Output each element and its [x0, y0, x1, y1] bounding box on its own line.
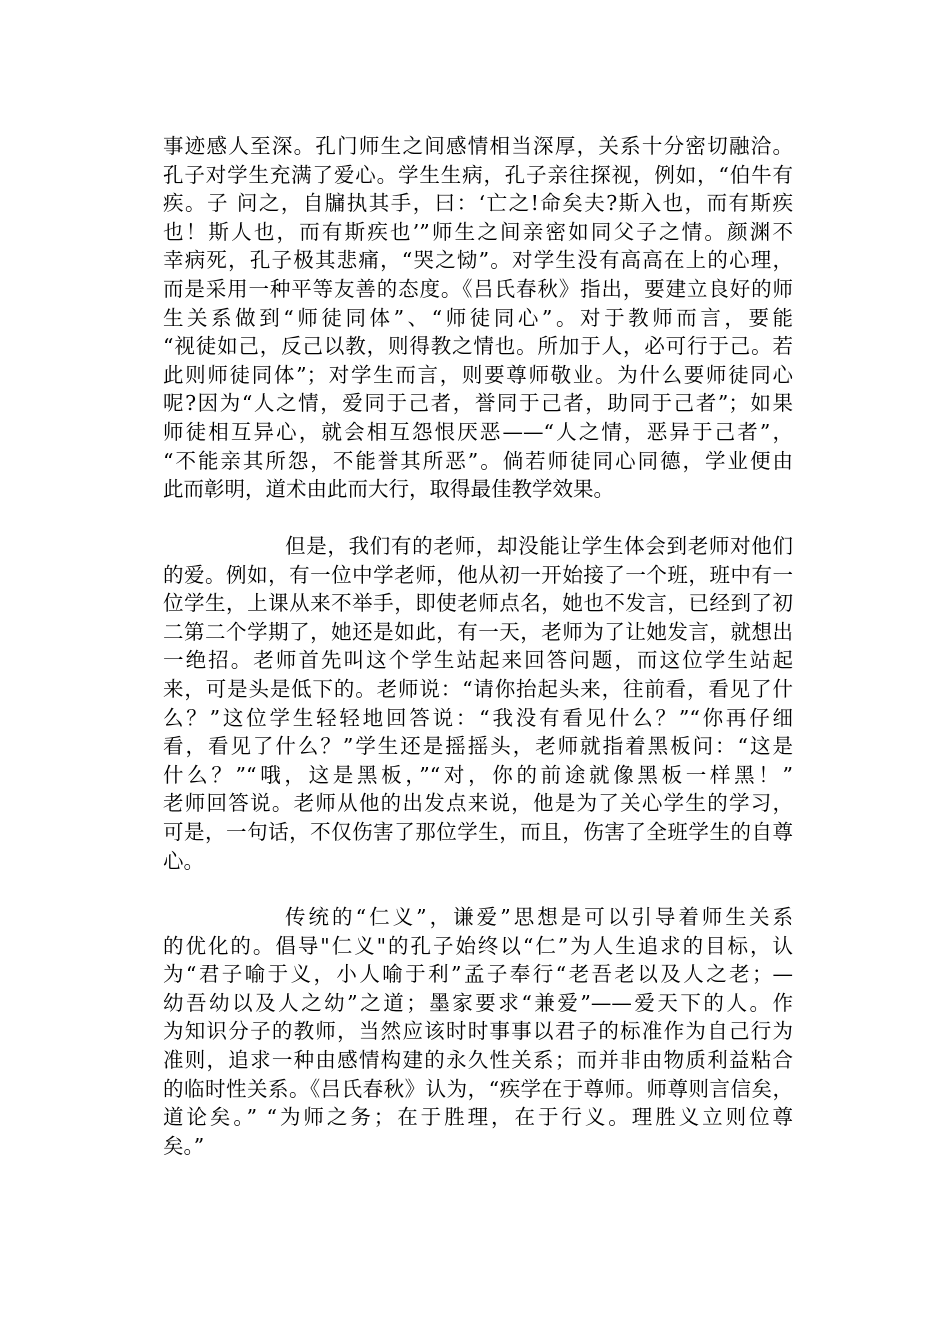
paragraph-line: 心。 [163, 848, 204, 873]
paragraph-line: 看，看见了什么？”学生还是摇摇头，老师就指着黑板问：“这是 [163, 734, 793, 759]
paragraph-line: 传统的“仁义”，谦爱”思想是可以引导着师生关系 [285, 905, 793, 929]
paragraph-line: 此而彰明，道术由此而大行，取得最佳教学效果。 [163, 477, 614, 502]
paragraph-line: 什么？”“哦，这是黑板，”“对，你的前途就像黑板一样黑！” [163, 762, 793, 787]
paragraph-line: 的爱。例如，有一位中学老师，他从初一开始接了一个班，班中有一 [163, 562, 793, 587]
paragraph-line: 也！斯人也，而有斯疾也’”师生之间亲密如同父子之情。颜渊不 [163, 219, 793, 244]
paragraph-line: 道论矣。” “为师之务；在于胜理，在于行义。理胜义立则位尊 [163, 1105, 793, 1130]
paragraph-line: 为“君子喻于义，小人喻于利”孟子奉行“老吾老以及人之老；— [163, 962, 793, 987]
paragraph-line: 疾。子 问之，自牖执其手，曰：‘亡之!命矣夫?斯入也，而有斯疾 [163, 191, 793, 216]
paragraph-line: 但是，我们有的老师，却没能让学生体会到老师对他们 [285, 534, 793, 558]
paragraph-line: 呢?因为“人之情，爱同于己者，誉同于己者，助同于己者”；如果 [163, 391, 793, 416]
paragraph-line: 矣。” [163, 1133, 205, 1158]
paragraph-line: 位学生，上课从来不举手，即使老师点名，她也不发言，已经到了初 [163, 591, 793, 616]
paragraph-line: 师徒相互异心，就会相互怨恨厌恶——“人之情，恶异于己者”， [163, 419, 793, 444]
paragraph-line: 的优化的。倡导"仁义"的孔子始终以“仁”为人生追求的目标，认 [163, 933, 793, 958]
paragraph-line: 而是采用一种平等友善的态度。《吕氏春秋》指出，要建立良好的师 [163, 276, 793, 301]
paragraph-3 [163, 903, 793, 1160]
paragraph-line: 为知识分子的教师，当然应该时时事事以君子的标准作为自己行为 [163, 1019, 793, 1044]
paragraph-line: 的临时性关系。《吕氏春秋》认为，“疾学在于尊师。师尊则言信矣， [163, 1076, 793, 1101]
paragraph-line: 一绝招。老师首先叫这个学生站起来回答问题，而这位学生站起 [163, 648, 793, 673]
paragraph-line: 幼吾幼以及人之幼”之道；墨家要求“兼爱”——爱天下的人。作 [163, 990, 793, 1015]
paragraph-line: “不能亲其所怨，不能誉其所恶”。倘若师徒同心同德，学业便由 [163, 448, 793, 473]
paragraph-2 [163, 532, 793, 875]
paragraph-1 [163, 132, 793, 504]
paragraph-line: 来，可是头是低下的。老师说：“请你抬起头来，往前看，看见了什 [163, 676, 793, 701]
paragraph-line: 此则师徒同体”；对学生而言，则要尊师敬业。为什么要师徒同心 [163, 362, 793, 387]
paragraph-line: 可是，一句话，不仅伤害了那位学生，而且，伤害了全班学生的自尊 [163, 819, 793, 844]
paragraph-line: 孔子对学生充满了爱心。学生生病，孔子亲往探视，例如，“伯牛有 [163, 162, 793, 187]
paragraph-line: “视徒如己，反己以教，则得教之情也。所加于人，必可行于己。若 [163, 334, 793, 359]
paragraph-line: 么？”这位学生轻轻地回答说：“我没有看见什么？”“你再仔细 [163, 705, 793, 730]
paragraph-line: 幸病死，孔子极其悲痛，“哭之恸”。对学生没有高高在上的心理， [163, 248, 793, 273]
paragraph-line: 二第二个学期了，她还是如此，有一天，老师为了让她发言，就想出 [163, 619, 793, 644]
paragraph-line: 生关系做到“师徒同体”、“师徒同心”。对于教师而言，要能 [163, 305, 793, 330]
paragraph-line: 事迹感人至深。孔门师生之间感情相当深厚，关系十分密切融洽。 [163, 134, 793, 158]
paragraph-line: 准则，追求一种由感情构建的永久性关系；而并非由物质利益粘合 [163, 1047, 793, 1072]
paragraph-line: 老师回答说。老师从他的出发点来说，他是为了关心学生的学习， [163, 791, 793, 816]
